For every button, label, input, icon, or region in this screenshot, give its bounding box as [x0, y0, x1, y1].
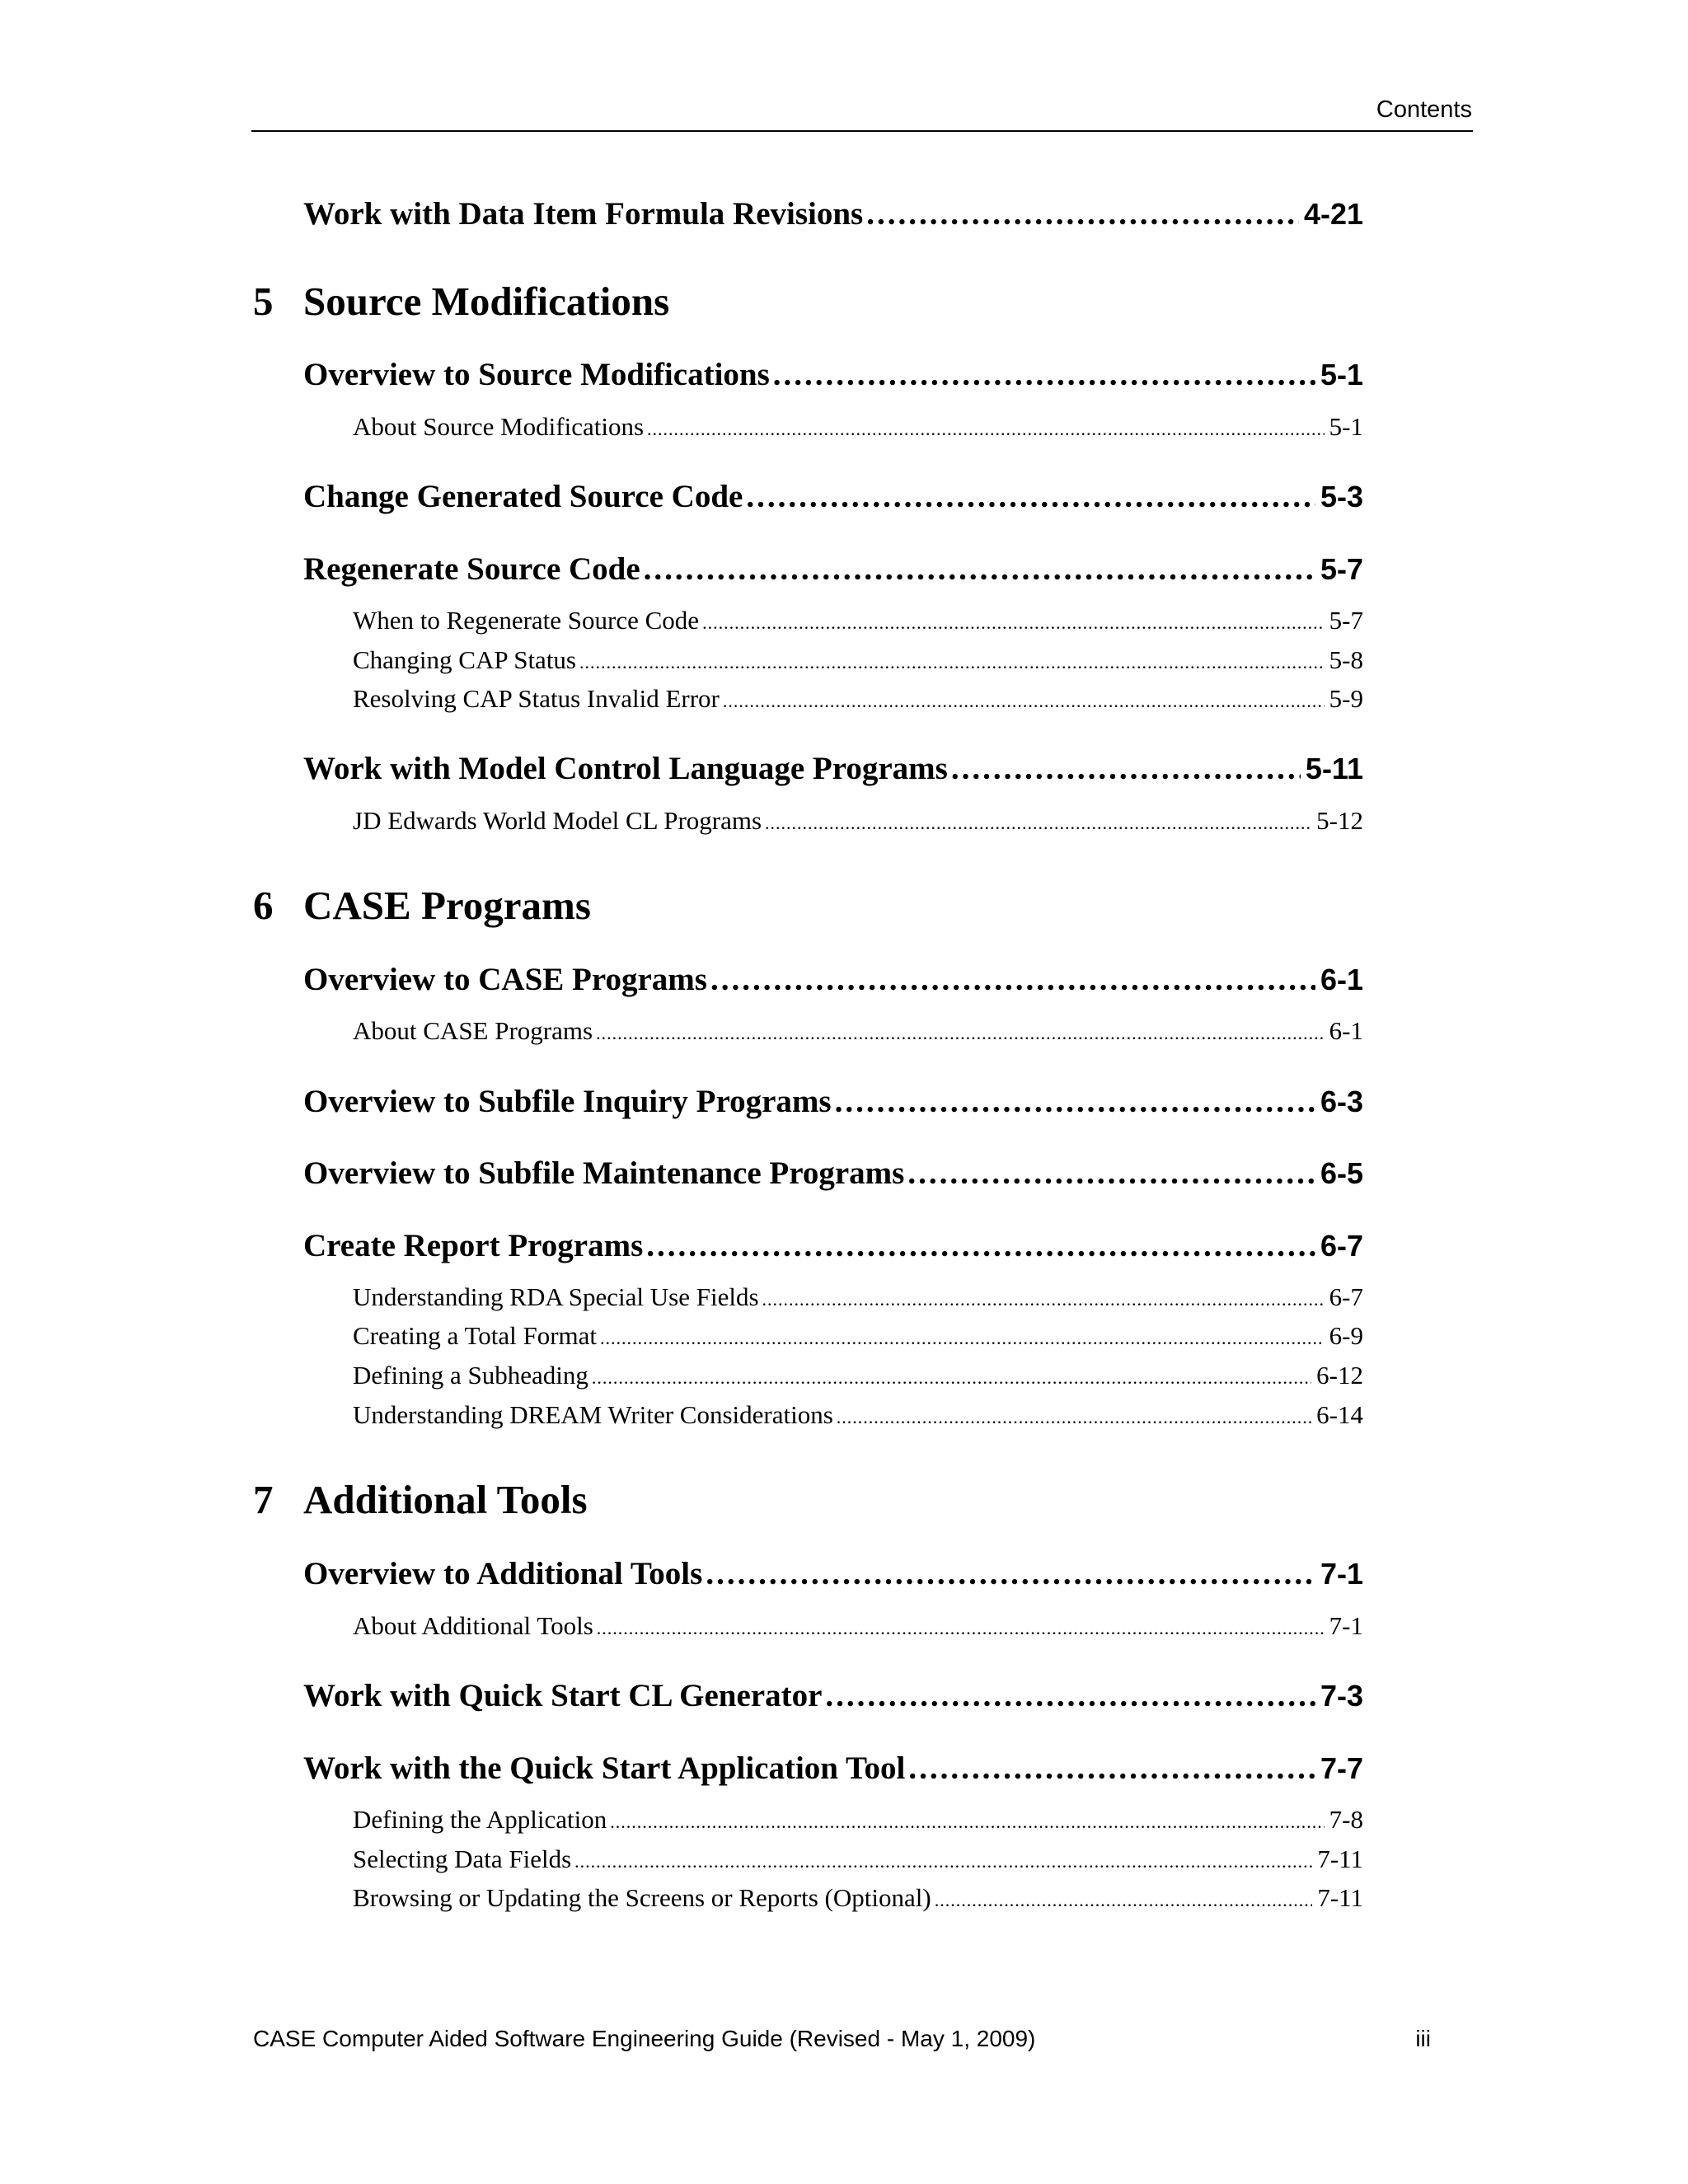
dot-leader: [574, 1851, 1312, 1872]
toc-subsection-title: Defining a Subheading: [353, 1361, 588, 1390]
toc-subsection-entry[interactable]: [353, 1805, 1363, 1835]
chapter-number: 6: [253, 883, 274, 928]
toc-subsection-entry[interactable]: [353, 1321, 1363, 1351]
dot-leader: [647, 419, 1325, 440]
toc-section-entry[interactable]: [303, 1555, 1363, 1592]
toc-subsection-page: 7-1: [1329, 1611, 1363, 1640]
dot-leader: [746, 478, 1315, 515]
dot-leader: [866, 195, 1299, 232]
toc-subsection-entry[interactable]: [353, 684, 1363, 714]
toc-section-title: Overview to Subfile Inquiry Programs: [303, 1084, 832, 1119]
toc-subsection-page: 7-11: [1317, 1844, 1363, 1873]
dot-leader: [610, 1811, 1324, 1833]
dot-leader: [935, 1890, 1313, 1911]
toc-subsection-entry[interactable]: [353, 1282, 1363, 1312]
toc-subsection-entry[interactable]: [353, 1400, 1363, 1430]
toc-subsection-entry[interactable]: [353, 1883, 1363, 1913]
chapter-heading: [253, 1476, 588, 1523]
toc-subsection-entry[interactable]: [353, 645, 1363, 675]
toc-section-page: 5-1: [1320, 358, 1363, 391]
toc-section-entry[interactable]: [303, 750, 1363, 787]
toc-subsection-entry[interactable]: [353, 806, 1363, 836]
dot-leader: [702, 612, 1325, 634]
toc-subsection-page: 7-8: [1329, 1805, 1363, 1834]
toc-section-page: 6-5: [1320, 1156, 1363, 1190]
header-rule: [251, 130, 1473, 132]
toc-subsection-title: Changing CAP Status: [353, 645, 576, 674]
dot-leader: [646, 1227, 1315, 1264]
toc-section-entry[interactable]: [303, 1155, 1363, 1192]
toc-subsection-entry[interactable]: [353, 606, 1363, 635]
dot-leader: [835, 1083, 1315, 1120]
toc-subsection-title: About Additional Tools: [353, 1611, 593, 1640]
toc-subsection-title: JD Edwards World Model CL Programs: [353, 806, 762, 835]
dot-leader: [723, 691, 1325, 712]
toc-section-entry[interactable]: [303, 1227, 1363, 1264]
toc-section-page: 6-7: [1320, 1229, 1363, 1263]
toc-section-title: Overview to Subfile Maintenance Programs: [303, 1155, 905, 1191]
footer-title: CASE Computer Aided Software Engineering Guide (Revised - May 1, 2009): [253, 2026, 1036, 2051]
toc-subsection-page: 6-9: [1329, 1321, 1363, 1350]
dot-leader: [644, 551, 1315, 588]
toc-section-page: 6-1: [1320, 963, 1363, 996]
dot-leader: [597, 1618, 1325, 1639]
footer-page-number: iii: [1415, 2026, 1431, 2051]
dot-leader: [706, 1555, 1315, 1592]
toc-section-title: Change Generated Source Code: [303, 479, 743, 514]
toc-subsection-page: 5-8: [1329, 645, 1363, 674]
dot-leader: [592, 1367, 1311, 1389]
toc-subsection-title: Understanding RDA Special Use Fields: [353, 1282, 759, 1311]
dot-leader: [579, 652, 1325, 673]
toc-subsection-title: About CASE Programs: [353, 1016, 593, 1045]
toc-section-page: 5-7: [1320, 552, 1363, 586]
toc-section-title: Overview to Source Modifications: [303, 357, 770, 392]
toc-section-entry[interactable]: [303, 961, 1363, 998]
toc-subsection-page: 6-7: [1329, 1282, 1363, 1311]
dot-leader: [596, 1023, 1325, 1044]
toc-subsection-entry[interactable]: [353, 1611, 1363, 1641]
chapter-title: Source Modifications: [303, 279, 670, 324]
toc-subsection-entry[interactable]: [353, 1016, 1363, 1046]
toc-subsection-page: 5-12: [1316, 806, 1363, 835]
chapter-title: Additional Tools: [303, 1477, 588, 1522]
toc-section-title: Overview to Additional Tools: [303, 1556, 703, 1591]
toc-subsection-title: Creating a Total Format: [353, 1321, 597, 1350]
toc-section-title: Regenerate Source Code: [303, 551, 640, 587]
dot-leader: [837, 1407, 1311, 1428]
dot-leader: [600, 1328, 1325, 1349]
toc-subsection-title: Resolving CAP Status Invalid Error: [353, 684, 720, 713]
toc-subsection-page: 5-1: [1329, 412, 1363, 441]
toc-subsection-title: Selecting Data Fields: [353, 1844, 572, 1873]
dot-leader: [765, 813, 1311, 834]
toc-subsection-title: Understanding DREAM Writer Considerations: [353, 1400, 833, 1429]
toc-subsection-page: 5-7: [1329, 606, 1363, 635]
toc-section-page: 7-1: [1320, 1557, 1363, 1591]
toc-subsection-title: Defining the Application: [353, 1805, 607, 1834]
toc-section-entry[interactable]: [303, 195, 1363, 232]
toc-subsection-page: 6-12: [1316, 1361, 1363, 1390]
toc-subsection-title: When to Regenerate Source Code: [353, 606, 700, 635]
toc-section-entry[interactable]: [303, 551, 1363, 588]
toc-subsection-entry[interactable]: [353, 412, 1363, 442]
toc-subsection-page: 6-14: [1316, 1400, 1363, 1429]
dot-leader: [825, 1677, 1315, 1714]
toc-section-title: Create Report Programs: [303, 1228, 644, 1263]
toc-section-title: Work with Model Control Language Programs: [303, 751, 948, 786]
toc-subsection-title: About Source Modifications: [353, 412, 645, 441]
chapter-title: CASE Programs: [303, 883, 591, 928]
toc-section-title: Work with Data Item Formula Revisions: [303, 196, 864, 232]
chapter-heading: [253, 882, 591, 929]
toc-subsection-page: 7-11: [1317, 1883, 1363, 1912]
toc-section-entry[interactable]: [303, 478, 1363, 515]
chapter-number: 7: [253, 1477, 274, 1522]
toc-section-page: 7-3: [1320, 1679, 1363, 1713]
dot-leader: [907, 1155, 1315, 1192]
toc-section-title: Work with Quick Start CL Generator: [303, 1678, 823, 1713]
dot-leader: [773, 356, 1315, 393]
toc-section-entry[interactable]: [303, 1083, 1363, 1120]
toc-section-title: Overview to CASE Programs: [303, 962, 707, 997]
toc-section-entry[interactable]: [303, 356, 1363, 393]
dot-leader: [710, 961, 1315, 998]
chapter-heading: [253, 278, 669, 325]
toc-subsection-page: 5-9: [1329, 684, 1363, 713]
dot-leader: [762, 1289, 1325, 1310]
header-label: Contents: [1376, 96, 1472, 123]
toc-section-entry[interactable]: [303, 1677, 1363, 1714]
toc-section-page: 6-3: [1320, 1085, 1363, 1118]
toc-subsection-entry[interactable]: [353, 1844, 1363, 1874]
toc-section-entry[interactable]: [303, 1750, 1363, 1787]
toc-section-page: 5-3: [1320, 480, 1363, 513]
toc-section-page: 4-21: [1303, 197, 1363, 231]
dot-leader: [951, 750, 1301, 787]
toc-subsection-page: 6-1: [1329, 1016, 1363, 1045]
toc-subsection-entry[interactable]: [353, 1361, 1363, 1390]
toc-section-title: Work with the Quick Start Application Tool: [303, 1750, 906, 1786]
toc-section-page: 5-11: [1305, 752, 1363, 785]
chapter-number: 5: [253, 279, 274, 324]
toc-section-page: 7-7: [1320, 1751, 1363, 1785]
dot-leader: [908, 1750, 1315, 1787]
toc-subsection-title: Browsing or Updating the Screens or Reports (Optional): [353, 1883, 931, 1912]
